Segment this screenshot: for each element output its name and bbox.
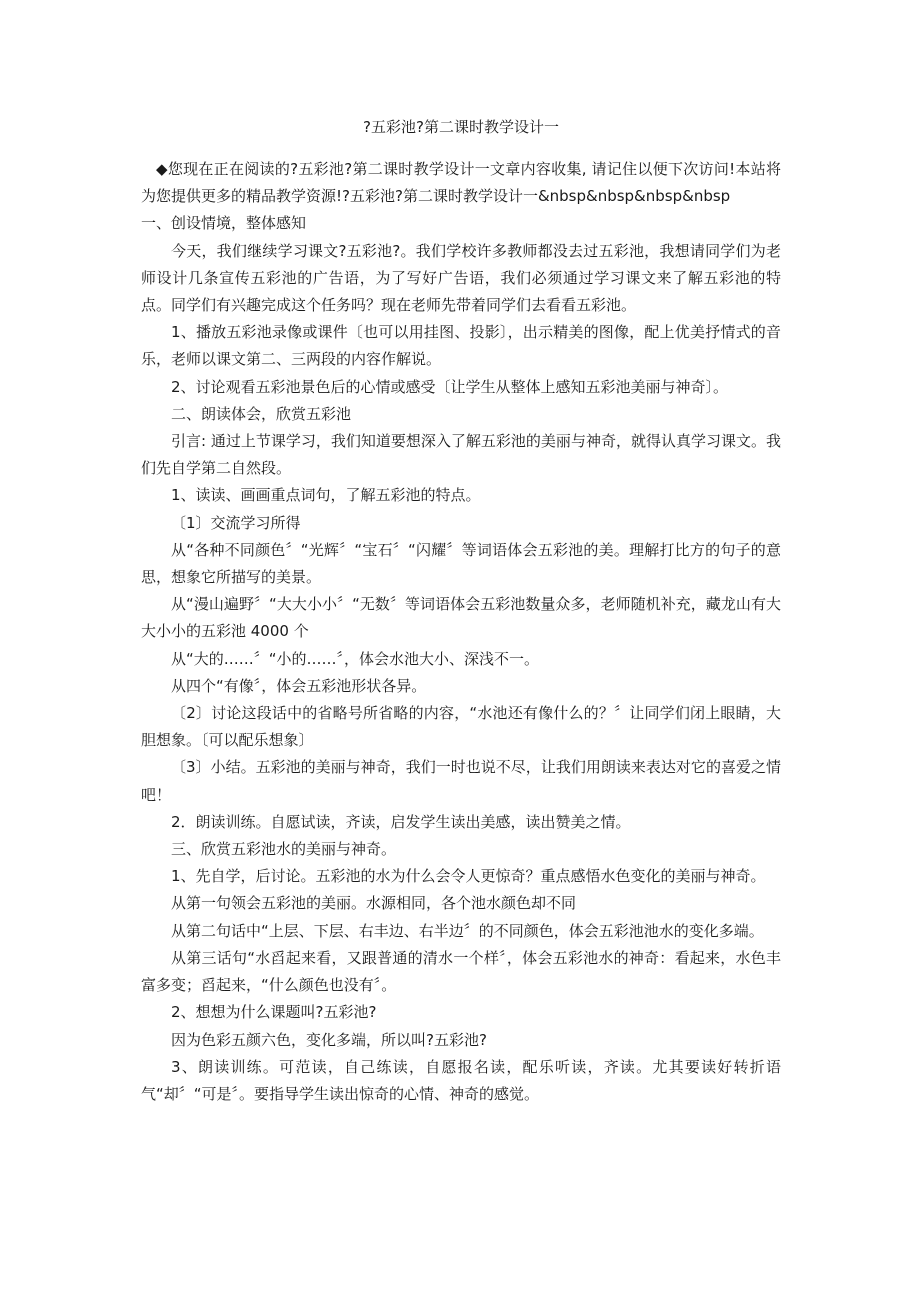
document-body <box>141 156 781 1108</box>
paragraph: 1、读读、画画重点词句，了解五彩池的特点。 <box>171 486 481 505</box>
paragraph: 从“各种不同颜色〞“光辉〞“宝石〞“闪耀〞等词语体会五彩池的美。理解打比方的句子的意思，想象它所描写的美景。 <box>141 540 781 587</box>
paragraph: 从四个“有像〞，体会五彩池形状各异。 <box>171 676 427 695</box>
paragraph: 2、想想为什么课题叫?五彩池? <box>171 1003 377 1022</box>
paragraph: 今天，我们继续学习课文?五彩池?。我们学校许多教师都没去过五彩池，我想请同学们为老师设计几条宣传五彩池的广告语，为了写好广告语，我们必须通过学习课文来了解五彩池的特点。同学们有兴趣完成这个任务吗？现在老师先带着同学们去看看五彩池。 <box>141 241 781 315</box>
paragraph: 二、朗读体会，欣赏五彩池 <box>171 404 352 423</box>
paragraph: 2、讨论观看五彩池景色后的心情或感受〔让学生从整体上感知五彩池美丽与神奇〕。 <box>171 377 729 396</box>
paragraph: 一、创设情境，整体感知 <box>141 214 307 233</box>
paragraph: 因为色彩五颜六色，变化多端，所以叫?五彩池? <box>171 1030 487 1049</box>
paragraph: 三、欣赏五彩池水的美丽与神奇。 <box>171 840 397 859</box>
paragraph: 1、播放五彩池录像或课件〔也可以用挂图、投影〕，出示精美的图像，配上优美抒情式的音乐，老师以课文第二、三两段的内容作解说。 <box>141 323 781 369</box>
paragraph: ◆您现在正在阅读的?五彩池?第二课时教学设计一文章内容收集, 请记住以便下次访问!本站将为您提供更多的精品教学资源!?五彩池?第二课时教学设计一&nbsp&nbsp&nbsp&nbsp <box>141 160 781 206</box>
paragraph: 从第二句话中“上层、下层、右丰边、右半边〞的不同颜色，体会五彩池池水的变化多端。 <box>171 921 764 940</box>
document-title: ?五彩池?第二课时教学设计一 <box>363 118 559 136</box>
paragraph: 引言: 通过上节课学习，我们知道要想深入了解五彩池的美丽与神奇，就得认真学习课文。我们先自学第二自然段。 <box>141 432 781 478</box>
paragraph: 从“大的……〞“小的……〞，体会水池大小、深浅不一。 <box>171 649 540 668</box>
paragraph: 〔2〕讨论这段话中的省略号所省略的内容，“水池还有像什么的？〞让同学们闭上眼睛，大胆想象。〔可以配乐想象〕 <box>141 704 781 750</box>
paragraph: 1、先自学，后讨论。五彩池的水为什么会令人更惊奇？重点感悟水色变化的美丽与神奇。 <box>171 867 766 886</box>
paragraph: 3、朗读训练。可范读，自己练读，自愿报名读，配乐听读，齐读。尤其要读好转折语气“却〞“可是〞。要指导学生读出惊奇的心情、神奇的感觉。 <box>141 1057 781 1103</box>
paragraph: 2．朗读训练。自愿试读，齐读，启发学生读出美感，读出赞美之情。 <box>171 812 631 831</box>
paragraph: 从第一句领会五彩池的美丽。水源相同，各个池水颜色却不同 <box>171 894 577 913</box>
paragraph: 从第三话句“水舀起来看，又跟普通的清水一个样〞，体会五彩池水的神奇：看起来，水色丰富多变；舀起来，“什么颜色也没有〞。 <box>141 948 781 995</box>
paragraph: 〔3〕小结。五彩池的美丽与神奇，我们一时也说不尽，让我们用朗读来表达对它的喜爱之情吧！ <box>141 758 781 804</box>
paragraph: 〔1〕交流学习所得 <box>171 513 301 532</box>
paragraph: 从“漫山遍野〞“大大小小〞“无数〞等词语体会五彩池数量众多，老师随机补充，藏龙山有大大小小的五彩池 4000 个 <box>141 595 781 641</box>
